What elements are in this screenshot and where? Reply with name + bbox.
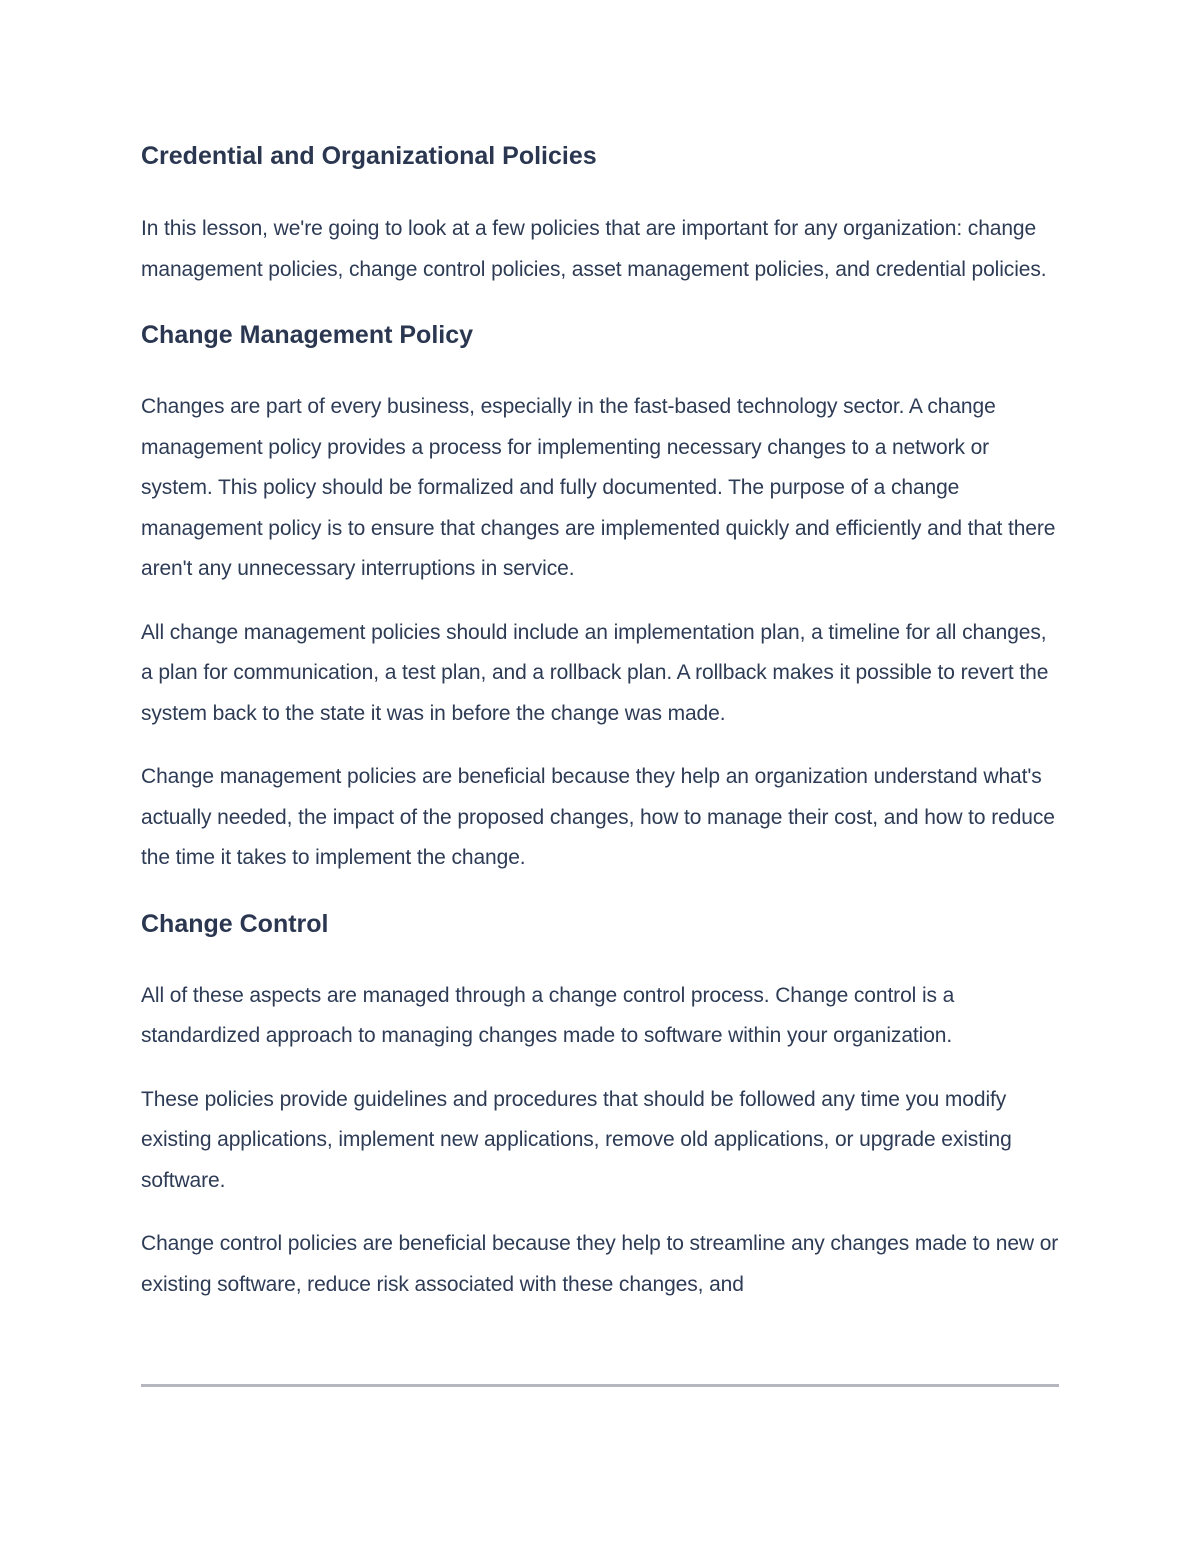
section-heading-change-control: Change Control <box>141 909 329 938</box>
paragraph: Change management policies are beneficial because they help an organization understand what's actually needed, the impact of the proposed changes, how to manage their cost, and how to reduce the time it takes to implement the change. <box>141 765 1055 869</box>
section-heading-change-management-policy: Change Management Policy <box>141 321 474 349</box>
document-content <box>141 136 1059 1388</box>
page-bottom-divider <box>141 1384 1059 1387</box>
paragraph: Changes are part of every business, especially in the fast-based technology sector. A change management policy provides a process for implementing necessary changes to a network or system. This policy should be formalized and fully documented. The purpose of a change management policy is to ensure that changes are implemented quickly and efficiently and that there aren't any unnecessary interruptions in service. <box>141 395 1056 580</box>
paragraph: Change control policies are beneficial because they help to streamline any changes made to new or existing software, reduce risk associated with these changes, and <box>141 1232 1059 1296</box>
paragraph: All change management policies should include an implementation plan, a timeline for all changes, a plan for communication, a test plan, and a rollback plan. A rollback makes it possible to revert the system back to the state it was in before the change was made. <box>141 620 1049 725</box>
document-page <box>141 0 1059 1553</box>
paragraph: These policies provide guidelines and procedures that should be followed any time you modify existing applications, implement new applications, remove old applications, or upgrade existing software. <box>141 1087 1012 1192</box>
paragraph: All of these aspects are managed through a change control process. Change control is a standardized approach to managing changes made to software within your organization. <box>141 983 955 1047</box>
page-title: Credential and Organizational Policies <box>141 142 597 170</box>
intro-paragraph: In this lesson, we're going to look at a few policies that are important for any organization: change management policies, change control policies, asset management policies, and credential policies. <box>141 217 1047 281</box>
